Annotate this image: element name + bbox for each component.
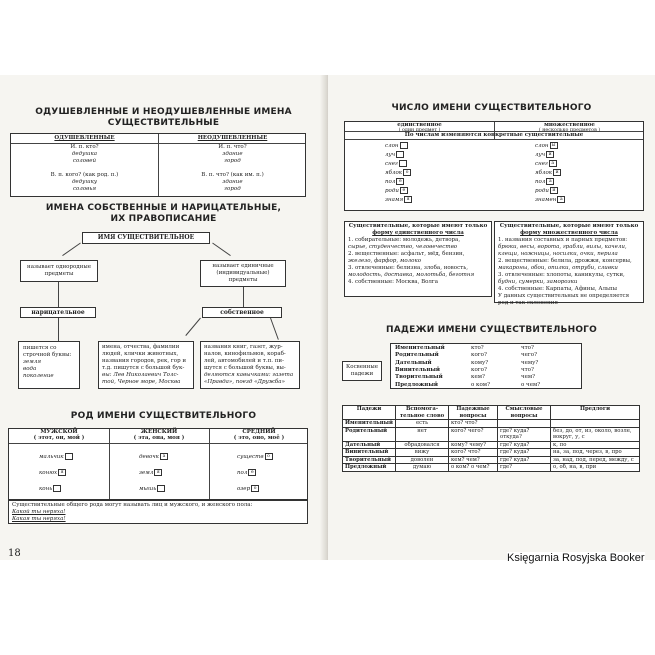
common-gender-box [8,500,308,524]
ending-box: и [546,151,554,158]
header-cell: Вспомога-тельное слово [396,406,449,420]
word: яблок [385,170,403,176]
cases-table-cell: Дательный [343,441,396,449]
cases-table-cell: кого? чего? [449,427,498,441]
common-gender-text: Существительные общего рода могут называть лиц и мужского, и женского пола: [12,502,253,508]
ending-box: а [546,178,554,185]
box-line: пишется со [23,345,57,351]
singular-only-box [344,221,492,297]
cases-table-cell: доволен [396,456,449,464]
ending-box: ы [550,142,558,149]
box-line: 1. названия составных и парных предметов: [498,237,628,243]
inanimate-example: город [224,158,241,164]
cases-table-cell: где? куда? [498,456,551,464]
box-line: строчной буквы: [23,352,72,358]
masculine-example [39,469,66,477]
quotes-box [200,341,300,389]
neuter-sub: ( это, оно, моё ) [233,435,285,441]
inanimate-question: В. п. что? (как им. п.) [201,172,264,178]
word: существ [237,454,264,460]
word: земл [139,470,154,476]
number-example [385,169,411,177]
cases-table-row [343,427,640,441]
case-name: Именительный [395,345,445,351]
cases-table-cell: где? куда? [498,449,551,457]
ending-box [53,485,61,492]
box-line: молодость, доставка, молотьба, беготня [348,272,475,278]
ending-box: я [154,469,162,476]
word: озер [237,486,251,492]
header-cell: Падежи [343,406,396,420]
case-question: чем? [521,374,536,381]
cases-table-cell [498,420,551,428]
lowercase-example: земля [23,359,41,365]
left-page [0,75,327,560]
plural-only-box [494,221,644,306]
inanimate-example: здание [222,151,243,157]
ending-box [396,151,404,158]
case-name: Творительный [395,374,443,381]
cases-table-cell: вижу [396,449,449,457]
word: знамен [535,197,557,203]
title-line: ИМЕНА СОБСТВЕННЫЕ И НАРИЦАТЕЛЬНЫЕ, [45,203,282,213]
word: конюх [39,470,58,476]
animate-example: дедушка [71,151,98,157]
number-example [535,151,554,159]
title-cases: ПАДЕЖИ ИМЕНИ СУЩЕСТВИТЕЛЬНОГО [386,325,597,335]
number-example [385,187,408,195]
number-example [535,196,565,204]
word: луч [535,152,546,158]
box-line: 2. вещественные: асфальт, мёд, бензин, [348,251,465,257]
label-line: падежи [350,371,374,377]
case-question: чего? [521,352,538,359]
number-example [385,178,404,186]
masculine-example [39,485,61,493]
cases-table-cell: кого? что? [449,449,498,457]
ending-box: и [553,169,561,176]
cases-table-cell: кем? чем? [449,456,498,464]
ending-box: о [403,169,411,176]
cases-table-cell: Родительный [343,427,396,441]
common-gender-example: Какая ты неряха! [12,516,66,522]
cases-table-header [343,406,640,420]
ending-box [400,142,408,149]
word: мальчик [39,454,64,460]
inanimate-example: город [224,186,241,192]
singular-header: единственное [397,122,442,128]
inanimate-example: здание [222,179,243,185]
cases-table-cell: обрадовался [396,441,449,449]
neuter-header: СРЕДНИЙ [242,429,276,435]
inanimate-header: НЕОДУШЕВЛЕННЫЕ [197,135,268,141]
word: роди [535,188,549,194]
header-cell: Смысловые вопросы [498,406,551,420]
cases-table-cell: о ком? о чем? [449,464,498,472]
case-name: Дательный [395,359,432,366]
neuter-example [237,485,259,493]
cases-table-cell: за, над, под, перед, между, с [551,456,640,464]
box-line: деляются кавычками: газета [204,372,294,378]
ending-box: а [557,196,565,203]
word: пол [237,470,248,476]
number-example [535,142,558,150]
title-gender: РОД ИМЕНИ СУЩЕСТВИТЕЛЬНОГО [70,411,257,421]
case-question: кого? [471,352,487,359]
ending-box [399,160,407,167]
word: мышь [139,486,157,492]
plural-header: множественное [544,122,595,128]
box-line: называет однородные [27,264,91,270]
singular-sub: ( один предмет ) [398,128,441,133]
box-line: сырье, студенчество, человечество [348,244,458,250]
box-line: названия книг, газет, жур- [204,344,283,350]
number-example [535,178,554,186]
proper-noun-box: собственное [202,307,282,318]
cases-table-cell: без, до, от, из, около, возле, вокруг, у, с [551,427,640,441]
box-header: форму единственного числа [372,230,464,236]
cases-table-cell: где? куда? [498,441,551,449]
inanimate-question: И. п. что? [218,144,247,150]
case-question: чему? [521,359,539,366]
box-line: 3. отвлеченные: белизна, злоба, новость, [348,265,468,271]
cases-table-row [343,441,640,449]
title-proper-common [0,203,327,225]
ending-box: а [549,160,557,167]
box-line: лей, автомобилей и т.п. пи- [204,358,284,364]
box-line: 3. отвлеченные: хлопоты, каникулы, сутки, [498,272,625,278]
animate-example: соловей [72,158,97,164]
word: слон [535,143,549,149]
box-line: 1. собирательные: молодежь, детвора, [348,237,461,243]
plural-sub: ( несколько предметов ) [538,128,601,133]
cases-table-cell: Творительный [343,456,396,464]
cases-table-row [343,456,640,464]
feminine-example [139,453,168,461]
box-header: Существительные, которые имеют только [499,223,639,229]
ending-box [65,453,73,460]
box-line: «Правда», поезд «Дружба» [204,379,285,385]
cases-table-cell: кто? что? [449,420,498,428]
word: луч [385,152,396,158]
page-number: 18 [8,548,21,559]
word: снег [385,161,398,167]
neuter-example [237,469,256,477]
masculine-header: МУЖСКОЙ [40,429,78,435]
oblique-cases-label [342,361,382,381]
number-example [385,151,404,159]
masculine-sub: ( этот, он, мой ) [33,435,85,441]
box-line: род и так склонения [498,300,558,306]
number-example [535,169,561,177]
word: слон [385,143,399,149]
label-line: Косвенные [346,364,378,370]
cases-table-cell: где? куда? откуда? [498,427,551,441]
title-animate [0,107,327,129]
feminine-example [139,485,165,493]
animate-example: дедушку [71,179,98,185]
cases-table-cell: к, по [551,441,640,449]
header-cell: Падежные вопросы [449,406,498,420]
box-header: форму множественного числа [520,230,618,236]
title-number: ЧИСЛО ИМЕНИ СУЩЕСТВИТЕЛЬНОГО [391,103,592,113]
box-line: предметы [228,277,258,283]
box-line: названия городов, рек, гор и [102,358,187,364]
number-example [385,142,408,150]
cases-table-cell: Предложный [343,464,396,472]
number-note: По числам изменяются конкретные существительные [404,132,584,138]
ending-box: я [58,469,66,476]
gender-table [8,428,308,500]
title-line: ИХ ПРАВОПИСАНИЕ [110,214,217,224]
box-line: клещи, ножницы, носилки, очки, перила [498,251,618,257]
common-gender-example: Какой ты неряха! [12,509,66,515]
box-line: 2. вещественные: белила, дрожжи, консервы, [498,258,632,264]
lowercase-box [18,341,80,389]
lowercase-example: вода [23,366,37,372]
box-line: У данных существительных не определяется [498,293,630,299]
title-line: СУЩЕСТВИТЕЛЬНЫЕ [107,118,220,128]
neuter-example [237,453,273,461]
word: пол [385,179,396,185]
case-question: что? [521,345,534,351]
box-line: вы: Лев Николаевич Толс- [102,372,179,378]
word: знамя [385,197,404,203]
cases-table-cell [551,420,640,428]
ending-box: е [396,178,404,185]
ending-box [157,485,165,492]
case-question: кому? [471,359,489,366]
cases-table-cell: есть [396,420,449,428]
box-line: 4. собственные: Карпаты, Афины, Альпы [498,286,618,292]
cases-table-cell: на, за, под, через, в, про [551,449,640,457]
cases-table-cell: Винительный [343,449,396,457]
book-spread [0,75,655,560]
case-name: Винительный [395,366,440,373]
number-table [344,121,644,211]
box-line: будни, сумерки, заморозки [498,279,578,285]
homogeneous-box [20,260,98,282]
word: конь [39,486,53,492]
box-line: т.д. пишутся с большой бук- [102,365,185,371]
right-page [328,75,655,560]
word: девочк [139,454,159,460]
individual-box [200,260,286,287]
cases-table-cell: Именительный [343,420,396,428]
animate-example: соловья [72,186,97,192]
cases-table-wrap [342,405,640,472]
noun-box: ИМЯ СУЩЕСТВИТЕЛЬНОЕ [82,232,210,244]
case-question: о чем? [521,381,541,388]
cases-short-table [390,343,582,389]
cases-table-cell: где? [498,464,551,472]
ending-box: а [160,453,168,460]
word: снег [535,161,548,167]
ending-box: е [400,187,408,194]
feminine-example [139,469,162,477]
lowercase-example: поколение [23,373,54,379]
case-name: Предложный [395,381,438,388]
watermark: Księgarnia Rosyjska Booker [507,552,645,564]
box-line: называет единичные [212,263,274,269]
cases-table-row [343,420,640,428]
box-line: железо, фарфор, молоко [348,258,422,264]
feminine-sub: ( эта, она, моя ) [133,435,185,441]
feminine-header: ЖЕНСКИЙ [140,429,178,435]
cases-table-row [343,464,640,472]
box-line: налов, кинофильмов, кораб- [204,351,286,357]
case-question: кто? [471,345,484,351]
case-question: что? [521,366,534,373]
cases-table-cell: думаю [396,464,449,472]
cases-table [342,405,640,472]
word: пол [535,179,546,185]
box-line: той, Черное море, Москва [102,379,181,385]
number-example [385,196,412,204]
box-line: людей, клички животных, [102,351,179,357]
common-noun-box: нарицательное [20,307,96,318]
ending-box: о [251,485,259,492]
box-line: брюки, весы, ворота, грабли, вилы, качели, [498,244,627,250]
case-question: о ком? [471,381,491,388]
case-name: Родительный [395,352,439,359]
animate-question: В. п. кого? (как род. п.) [50,172,119,178]
box-header: Существительные, которые имеют только [348,223,488,229]
box-line: шутся с большой буквы, вы- [204,365,286,371]
number-example [535,160,557,168]
cases-table-cell: кому? чему? [449,441,498,449]
animate-question: И. п. кто? [70,144,99,150]
case-question: кого? [471,366,487,373]
box-line: макароны, обои, опилки, отруби, сливки [498,265,618,271]
title-line: ОДУШЕВЛЕННЫЕ И НЕОДУШЕВЛЕННЫЕ ИМЕНА [35,107,292,117]
ending-box: и [550,187,558,194]
names-box [98,341,194,389]
box-line: предметы [44,271,74,277]
word: роди [385,188,399,194]
number-example [385,160,407,168]
box-line: (индивидуальные) [216,270,270,276]
cases-table-cell: о, об, на, в, при [551,464,640,472]
masculine-example [39,453,73,461]
box-line: имена, отчества, фамилии [102,344,180,350]
animate-header: ОДУШЕВЛЕННЫЕ [54,135,115,141]
animate-table [10,133,306,197]
header-cell: Предлоги [551,406,640,420]
ending-box: о [265,453,273,460]
box-line: 4. собственные: Москва, Волга [348,279,439,285]
cases-table-cell: нет [396,427,449,441]
cases-table-row [343,449,640,457]
ending-box: е [248,469,256,476]
ending-box: я [404,196,412,203]
word: яблок [535,170,553,176]
number-example [535,187,558,195]
case-question: кем? [471,374,485,381]
